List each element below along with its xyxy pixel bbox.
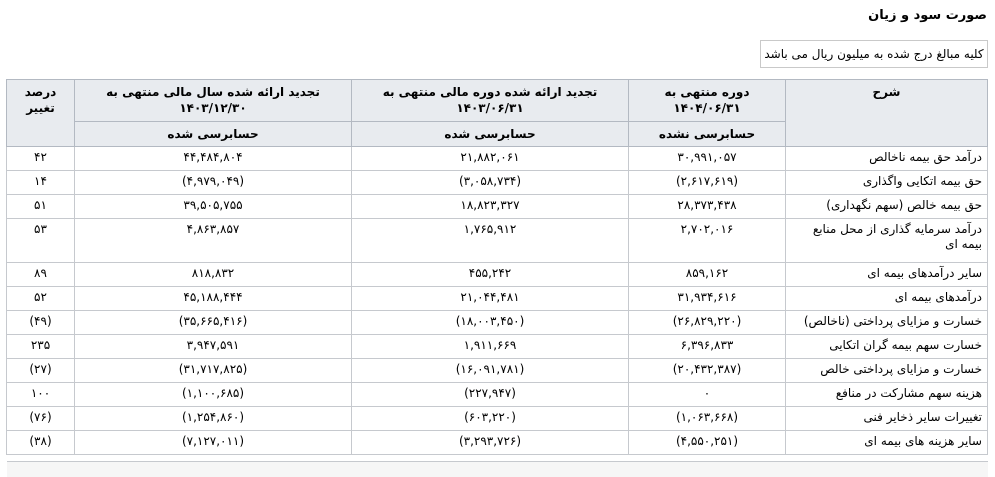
row-change-percent: (۳۸) — [7, 431, 75, 455]
income-statement-table — [6, 79, 988, 455]
row-current-period-value: ۸۵۹,۱۶۲ — [629, 263, 786, 287]
table-row — [7, 195, 988, 219]
header-current-period-date: ۱۴۰۴/۰۶/۳۱ — [673, 101, 741, 115]
row-change-percent: (۷۶) — [7, 407, 75, 431]
row-description: سایر هزینه های بیمه ای — [786, 431, 988, 455]
row-current-period-value: ۳۰,۹۹۱,۰۵۷ — [629, 147, 786, 171]
row-change-percent: ۵۱ — [7, 195, 75, 219]
row-description: سایر درآمدهای بیمه ای — [786, 263, 988, 287]
row-restated-period-value: (۱۶,۰۹۱,۷۸۱) — [352, 359, 629, 383]
row-change-percent: ۱۰۰ — [7, 383, 75, 407]
horizontal-scrollbar[interactable] — [7, 461, 988, 477]
table-row — [7, 263, 988, 287]
row-restated-year-value: ۴,۸۶۳,۸۵۷ — [75, 219, 352, 263]
row-restated-period-value: (۶۰۳,۲۲۰) — [352, 407, 629, 431]
row-description: خسارت و مزایای پرداختی خالص — [786, 359, 988, 383]
row-restated-year-value: ۴۵,۱۸۸,۴۴۴ — [75, 287, 352, 311]
row-change-percent: ۲۳۵ — [7, 335, 75, 359]
row-current-period-value: (۴,۵۵۰,۲۵۱) — [629, 431, 786, 455]
row-current-period-value: (۲۰,۴۳۲,۳۸۷) — [629, 359, 786, 383]
row-restated-year-value: ۴۴,۴۸۴,۸۰۴ — [75, 147, 352, 171]
header-current-period-label: دوره منتهی به — [664, 85, 750, 99]
table-row — [7, 287, 988, 311]
row-current-period-value: ۰ — [629, 383, 786, 407]
row-current-period-value: (۲,۶۱۷,۶۱۹) — [629, 171, 786, 195]
row-description: خسارت سهم بیمه گران اتکایی — [786, 335, 988, 359]
row-restated-period-value: (۳,۲۹۳,۷۲۶) — [352, 431, 629, 455]
table-row — [7, 431, 988, 455]
row-description: حق بیمه اتکایی واگذاری — [786, 171, 988, 195]
row-restated-period-value: ۱,۹۱۱,۶۶۹ — [352, 335, 629, 359]
row-restated-year-value: (۱,۱۰۰,۶۸۵) — [75, 383, 352, 407]
currency-note: کلیه مبالغ درج شده به میلیون ریال می باشد — [760, 40, 988, 68]
row-current-period-value: ۶,۳۹۶,۸۳۳ — [629, 335, 786, 359]
row-current-period-value: ۲,۷۰۲,۰۱۶ — [629, 219, 786, 263]
row-description: خسارت و مزایای پرداختی (ناخالص) — [786, 311, 988, 335]
header-restated-period — [352, 80, 629, 122]
row-change-percent: (۴۹) — [7, 311, 75, 335]
header-audit-current: حسابرسی نشده — [629, 122, 786, 147]
row-restated-year-value: (۳۱,۷۱۷,۸۲۵) — [75, 359, 352, 383]
row-restated-period-value: (۳,۰۵۸,۷۳۴) — [352, 171, 629, 195]
table-row — [7, 311, 988, 335]
row-change-percent: ۵۲ — [7, 287, 75, 311]
row-change-percent: ۴۲ — [7, 147, 75, 171]
header-restated-year-date: ۱۴۰۳/۱۲/۳۰ — [179, 101, 247, 115]
header-current-period — [629, 80, 786, 122]
row-restated-period-value: (۱۸,۰۰۳,۴۵۰) — [352, 311, 629, 335]
table-row — [7, 335, 988, 359]
row-description: تغییرات سایر ذخایر فنی — [786, 407, 988, 431]
row-restated-period-value: ۲۱,۰۴۴,۴۸۱ — [352, 287, 629, 311]
row-current-period-value: (۱,۰۶۳,۶۶۸) — [629, 407, 786, 431]
row-restated-period-value: (۲۲۷,۹۴۷) — [352, 383, 629, 407]
row-restated-period-value: ۱,۷۶۵,۹۱۲ — [352, 219, 629, 263]
row-description: حق بیمه خالص (سهم نگهداری) — [786, 195, 988, 219]
row-current-period-value: ۳۱,۹۳۴,۶۱۶ — [629, 287, 786, 311]
table-row — [7, 359, 988, 383]
table-row — [7, 171, 988, 195]
header-restated-year-label: تجدید ارائه شده سال مالی منتهی به — [106, 85, 320, 99]
table-row — [7, 147, 988, 171]
row-change-percent: ۸۹ — [7, 263, 75, 287]
row-description: درآمدهای بیمه ای — [786, 287, 988, 311]
header-restated-year — [75, 80, 352, 122]
row-restated-year-value: (۷,۱۲۷,۰۱۱) — [75, 431, 352, 455]
header-restated-period-date: ۱۴۰۳/۰۶/۳۱ — [456, 101, 524, 115]
row-restated-period-value: ۲۱,۸۸۲,۰۶۱ — [352, 147, 629, 171]
row-restated-year-value: ۳۹,۵۰۵,۷۵۵ — [75, 195, 352, 219]
header-audit-restated-year: حسابرسی شده — [75, 122, 352, 147]
row-restated-year-value: ۸۱۸,۸۳۲ — [75, 263, 352, 287]
header-change-percent: درصد تغییر — [7, 80, 75, 147]
row-change-percent: ۵۳ — [7, 219, 75, 263]
row-restated-period-value: ۴۵۵,۲۴۲ — [352, 263, 629, 287]
header-restated-period-label: تجدید ارائه شده دوره مالی منتهی به — [382, 85, 598, 99]
row-restated-year-value: ۳,۹۴۷,۵۹۱ — [75, 335, 352, 359]
row-restated-year-value: (۱,۲۵۴,۸۶۰) — [75, 407, 352, 431]
row-current-period-value: (۲۶,۸۲۹,۲۲۰) — [629, 311, 786, 335]
row-restated-year-value: (۳۵,۶۶۵,۴۱۶) — [75, 311, 352, 335]
table-row — [7, 383, 988, 407]
row-description: درآمد سرمایه گذاری از محل منابع بیمه ای — [786, 219, 988, 263]
header-description: شرح — [786, 80, 988, 147]
row-change-percent: (۲۷) — [7, 359, 75, 383]
row-change-percent: ۱۴ — [7, 171, 75, 195]
table-row — [7, 219, 988, 263]
row-description: درآمد حق بیمه ناخالص — [786, 147, 988, 171]
row-restated-year-value: (۴,۹۷۹,۰۴۹) — [75, 171, 352, 195]
page-title: صورت سود و زیان — [868, 8, 987, 23]
header-audit-restated-period: حسابرسی شده — [352, 122, 629, 147]
row-restated-period-value: ۱۸,۸۲۳,۳۲۷ — [352, 195, 629, 219]
row-description: هزینه سهم مشارکت در منافع — [786, 383, 988, 407]
row-current-period-value: ۲۸,۳۷۳,۴۳۸ — [629, 195, 786, 219]
table-row — [7, 407, 988, 431]
